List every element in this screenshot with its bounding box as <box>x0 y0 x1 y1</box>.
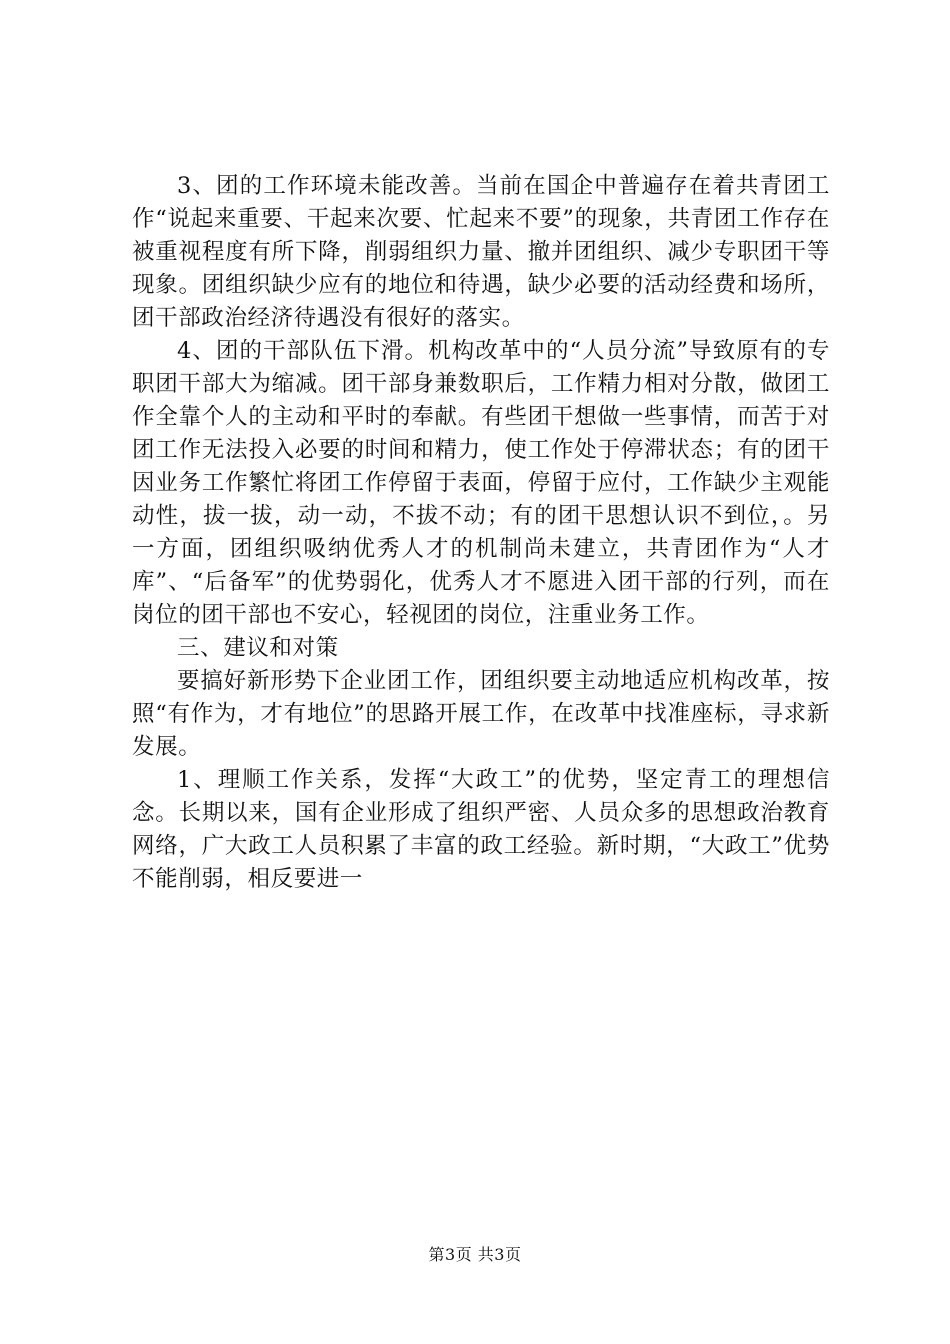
section-heading-suggestions: 三、建议和对策 <box>177 635 339 661</box>
page-number-footer: 第3页 共3页 <box>428 1245 522 1264</box>
paragraph-suggestions-intro: 要搞好新形势下企业团工作，团组织要主动地适应机构改革，按照“有作为，才有地位”的思路开展工作，在改革中找准座标，寻求新发展。 <box>132 668 830 760</box>
document-body <box>132 170 830 896</box>
paragraph-work-relations: 1、理顺工作关系，发挥“大政工”的优势，坚定青工的理想信念。长期以来，国有企业形成了组织严密、人员众多的思想政治教育网络，广大政工人员积累了丰富的政工经验。新时期，“大政工”优势不能削弱，相反要进一 <box>132 767 830 892</box>
paragraph-cadre-team: 4、团的干部队伍下滑。机构改革中的“人员分流”导致原有的专职团干部大为缩减。团干部身兼数职后，工作精力相对分散，做团工作全靠个人的主动和平时的奉献。有些团干想做一些事情，而苦于对团工作无法投入必要的时间和精力，使工作处于停滞状态；有的团干因业务工作繁忙将团工作停留于表面，停留于应付，工作缺少主观能动性，拔一拔，动一动，不拔不动；有的团干思想认识不到位，。另一方面，团组织吸纳优秀人才的机制尚未建立，共青团作为“人才库”、“后备军”的优势弱化，优秀人才不愿进入团干部的行列，而在岗位的团干部也不安心，轻视团的岗位，注重业务工作。 <box>132 338 830 628</box>
paragraph-work-environment: 3、团的工作环境未能改善。当前在国企中普遍存在着共青团工作“说起来重要、干起来次要、忙起来不要”的现象，共青团工作存在被重视程度有所下降，削弱组织力量、撤并团组织、减少专职团干等现象。团组织缺少应有的地位和待遇，缺少必要的活动经费和场所，团干部政治经济待遇没有很好的落实。 <box>132 173 830 331</box>
